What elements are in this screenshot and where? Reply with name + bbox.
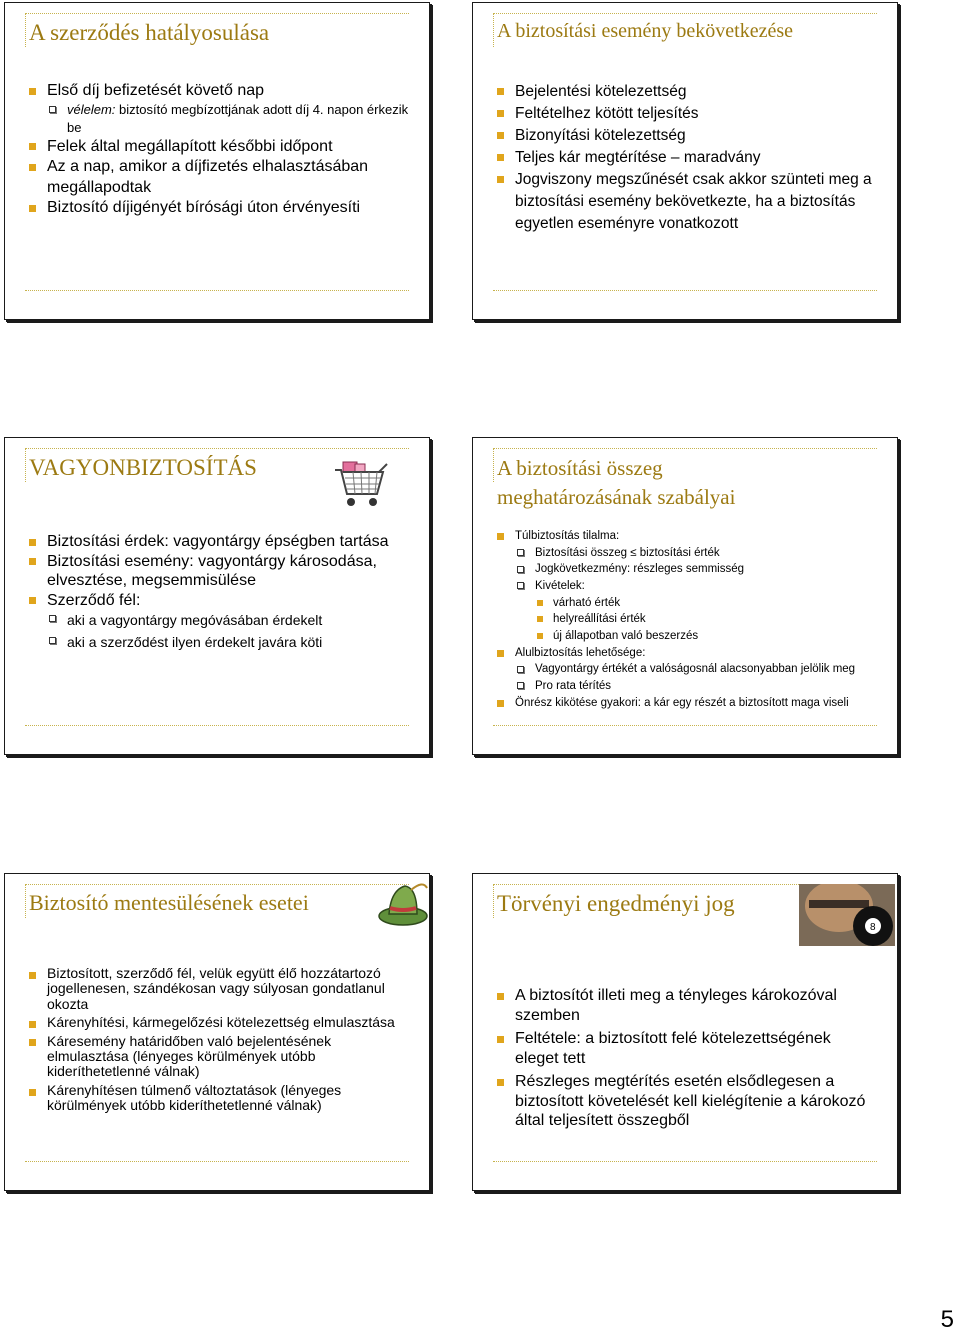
list-item: Biztosított, szerződő fél, velük együtt élő hozzátartozó jogellenesen, szándékosan vagy súlyosan gondatlanul okozta bbox=[27, 966, 407, 1012]
bullet-list bbox=[495, 528, 890, 711]
list-item: Bejelentési kötelezettség bbox=[495, 81, 880, 103]
list-item: helyreállítási érték bbox=[535, 611, 890, 628]
slide-bottom-rule bbox=[25, 1161, 409, 1162]
slide-bottom-rule bbox=[25, 725, 409, 726]
list-item: aki a szerződést ilyen érdekelt javára köti bbox=[47, 632, 412, 654]
list-item: új állapotban való beszerzés bbox=[535, 628, 890, 645]
slide-title bbox=[497, 454, 735, 513]
bullet-list bbox=[495, 986, 875, 1131]
list-item: Biztosítási összeg ≤ biztosítási érték bbox=[515, 545, 890, 562]
list-item: Vagyontárgy értékét a valóságosnál alacsonyabban jelölik meg bbox=[515, 661, 890, 678]
list-item: Önrész kikötése gyakori: a kár egy részét a biztosított maga viseli bbox=[495, 695, 890, 712]
list-item: vélelem: biztosító megbízottjának adott díj 4. napon érkezik be bbox=[47, 101, 417, 136]
page-number: 5 bbox=[940, 1306, 954, 1333]
slide-statutory-assignment bbox=[472, 873, 898, 1191]
bullet-list bbox=[27, 81, 417, 218]
list-item: Teljes kár megtérítése – maradvány bbox=[495, 147, 880, 169]
list-item: Jogviszony megszűnését csak akkor szünteti meg a biztosítási esemény bekövetkezte, ha a biztosítás egyetlen eseményre vonatkozott bbox=[495, 169, 880, 235]
slide-insurance-event bbox=[472, 2, 898, 320]
slide-title: Törvényi engedményi jog bbox=[497, 891, 735, 916]
shopping-cart-icon bbox=[333, 458, 389, 510]
slide-title-line: A biztosítási összeg bbox=[497, 456, 663, 480]
slide-left-rule bbox=[25, 13, 26, 47]
eight-ball-icon bbox=[799, 884, 895, 946]
list-item: A biztosítót illeti meg a tényleges károkozóval szemben bbox=[495, 986, 875, 1025]
slide-title: A szerződés hatályosulása bbox=[29, 20, 270, 45]
slide-left-rule bbox=[25, 448, 26, 482]
list-item: Kárenyhítési, kármegelőzési kötelezettség elmulasztása bbox=[27, 1015, 407, 1030]
svg-text:8: 8 bbox=[870, 922, 876, 933]
slide-bottom-rule bbox=[493, 725, 877, 726]
list-item: Felek által megállapított későbbi időpont bbox=[27, 137, 417, 157]
list-item: Az a nap, amikor a díjfizetés elhalasztásában megállapodtak bbox=[27, 157, 417, 198]
list-item: Bizonyítási kötelezettség bbox=[495, 125, 880, 147]
slide-top-rule bbox=[25, 448, 409, 449]
list-item: Részleges megtérítés esetén elsődlegesen a biztosított követelését kell kielégítenie a károkozó által teljesített összegből bbox=[495, 1072, 875, 1131]
bullet-list bbox=[27, 966, 407, 1114]
slide-title: VAGYONBIZTOSÍTÁS bbox=[29, 455, 257, 480]
slide-top-rule bbox=[493, 13, 877, 14]
slide-title-line: meghatározásának szabályai bbox=[497, 485, 736, 510]
list-item: Biztosítási esemény: vagyontárgy károsodása, elvesztése, megsemmisülése bbox=[27, 552, 412, 591]
list-item: várható érték bbox=[535, 595, 890, 612]
list-item: Káresemény határidőben való bejelentésének elmulasztása (lényeges körülmények utóbb kideríthetetlenné válnak) bbox=[27, 1034, 407, 1080]
list-item: Biztosító díjigényét bírósági úton érvényesíti bbox=[27, 198, 417, 218]
list-item: Alulbiztosítás lehetősége: Vagyontárgy értékét a valóságosnál alacsonyabban jelölik meg Pro rata térítés bbox=[495, 645, 890, 695]
slide-insurer-exemption bbox=[4, 873, 430, 1191]
slide-property-insurance bbox=[4, 437, 430, 755]
slide-top-rule bbox=[493, 448, 877, 449]
slide-contract-effect bbox=[4, 2, 430, 320]
list-item: Biztosítási érdek: vagyontárgy épségben tartása bbox=[27, 532, 412, 552]
slide-bottom-rule bbox=[25, 290, 409, 291]
slide-left-rule bbox=[25, 884, 26, 918]
list-item: Pro rata térítés bbox=[515, 678, 890, 695]
slide-title: A biztosítási esemény bekövetkezése bbox=[497, 20, 794, 42]
list-item: Kivételek: várható érték helyreállítási érték új állapotban való beszerzés bbox=[515, 578, 890, 645]
list-item: Jogkövetkezmény: részleges semmisség bbox=[515, 561, 890, 578]
list-item: aki a vagyontárgy megóvásában érdekelt bbox=[47, 610, 412, 632]
slide-sum-insured-rules bbox=[472, 437, 898, 755]
slide-left-rule bbox=[493, 448, 494, 482]
slide-left-rule bbox=[493, 13, 494, 47]
slide-bottom-rule bbox=[493, 290, 877, 291]
slide-top-rule bbox=[25, 884, 409, 885]
slide-top-rule bbox=[25, 13, 409, 14]
bullet-list bbox=[495, 81, 880, 235]
list-item: Első díj befizetését követő nap vélelem: biztosító megbízottjának adott díj 4. napon érkezik be bbox=[27, 81, 417, 137]
slide-left-rule bbox=[493, 884, 494, 918]
bullet-list bbox=[27, 532, 412, 653]
slide-title: Biztosító mentesülésének esetei bbox=[29, 890, 309, 915]
list-item: Feltételhez kötött teljesítés bbox=[495, 103, 880, 125]
list-item: Kárenyhítésen túlmenő változtatások (lényeges körülmények utóbb kideríthetetlenné válnak) bbox=[27, 1083, 407, 1114]
list-item: Túlbiztosítás tilalma: Biztosítási összeg ≤ biztosítási érték Jogkövetkezmény: részleges semmisség Kivételek: várható érték helyreállítási érték új állapotban való beszerzés bbox=[495, 528, 890, 645]
list-item: Feltétele: a biztosított felé kötelezettségének eleget tett bbox=[495, 1029, 875, 1068]
list-item: Szerződő fél: aki a vagyontárgy megóvásában érdekelt aki a szerződést ilyen érdekelt javára köti bbox=[27, 591, 412, 654]
hat-icon bbox=[375, 876, 431, 932]
slide-bottom-rule bbox=[493, 1161, 877, 1162]
